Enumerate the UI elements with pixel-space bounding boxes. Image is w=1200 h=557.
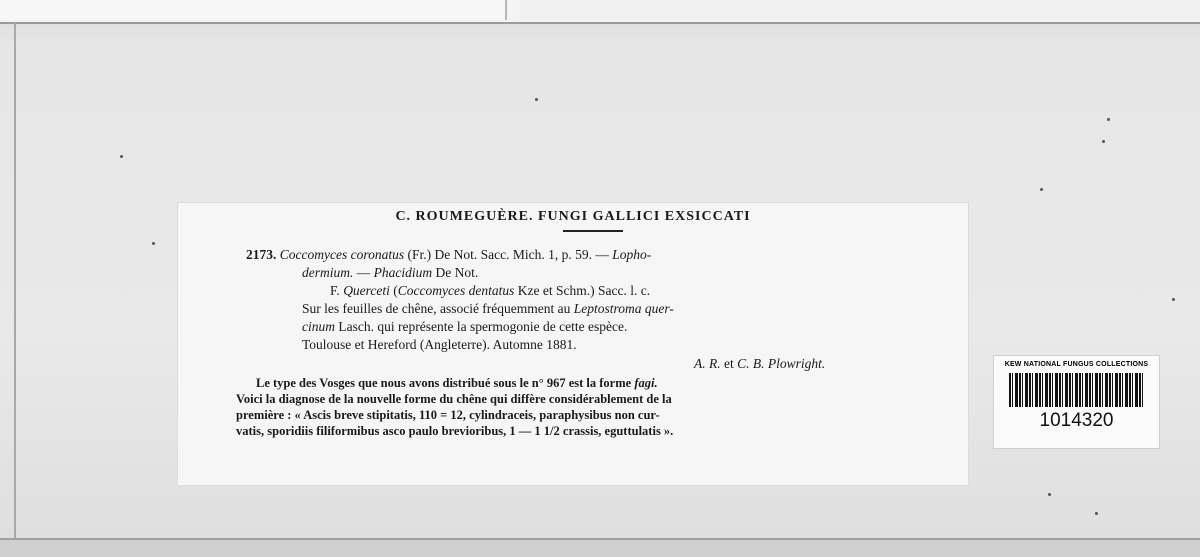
note-text: Le type des Vosges que nous avons distribué sous le n° 967 est la forme [256,376,635,390]
separator-text: — [353,265,374,280]
header-rule [563,230,623,232]
speck [1095,512,1098,515]
form-prefix: F. [330,283,344,298]
speck [1040,188,1043,191]
top-paper-strip [0,0,1200,24]
label-line-9 [236,391,672,407]
label-line-5 [302,319,627,335]
habitat-text: Sur les feuilles de chêne, associé fréquemment au [302,301,574,316]
speck [1172,298,1175,301]
form-name: fagi. [634,376,658,390]
collector-initials: A. R. [694,356,721,371]
exsiccata-label [178,203,968,485]
barcode-number: 1014320 [1039,410,1114,431]
author-text: De Not. [432,265,479,280]
sheet-bottom-edge [0,538,1200,557]
synonym-text: Phacidium [373,265,433,280]
paper-strip-right [520,0,1200,18]
speck [120,155,123,158]
conjunction: et [720,356,738,371]
speck [1107,118,1110,121]
locality-date: Toulouse et Hereford (Angleterre). Automne 1881. [302,337,577,352]
sheet-left-edge [14,22,16,542]
associate-species: Leptostroma quer- [573,301,674,316]
barcode-institution: KEW NATIONAL FUNGUS COLLECTIONS [1004,361,1149,368]
label-line-11 [236,423,673,439]
label-header: C. ROUMEGUÈRE. FUNGI GALLICI EXSICCATI [395,209,751,224]
label-line-6 [302,337,577,353]
paren-open: ( [389,283,398,298]
speck [1102,140,1105,143]
diagnosis-text: première : « Ascis breve stipitatis, 110 = 12, cylindraceis, paraphysibus non cur- [236,408,660,422]
collector-name: C. B. Plowright. [737,356,826,371]
note-text: Voici la diagnose de la nouvelle forme du chêne qui diffère considérablement de la [236,392,672,406]
speck [152,242,155,245]
speck [1048,493,1051,496]
label-line-8 [256,375,658,391]
synonym-text: dermium. [302,265,354,280]
barcode-label [993,355,1160,449]
synonym-text: Coccomyces dentatus [397,283,515,298]
label-line-3 [330,283,650,299]
associate-species: cinum [302,319,335,334]
label-line-4 [302,301,674,317]
habitat-text: Lasch. qui représente la spermogonie de cette espèce. [335,319,628,334]
speck [535,98,538,101]
label-line-7 [694,356,825,372]
label-line-1 [246,247,651,263]
diagnosis-text: vatis, sporidiis filiformibus asco paulo brevioribus, 1 — 1 1/2 crassis, eguttulatis ». [236,424,674,438]
species-name: Coccomyces coronatus [279,247,405,262]
barcode-bars [1009,373,1144,407]
synonym-text: Lopho- [612,247,652,262]
specimen-number: 2173. [246,247,277,262]
label-line-2 [302,265,478,281]
author-text: Kze et Schm.) Sacc. l. c. [514,283,651,298]
form-name: Querceti [343,283,390,298]
citation-text: (Fr.) De Not. Sacc. Mich. 1, p. 59. — [404,247,613,262]
paper-strip-left [0,0,507,20]
label-line-10 [236,407,660,423]
